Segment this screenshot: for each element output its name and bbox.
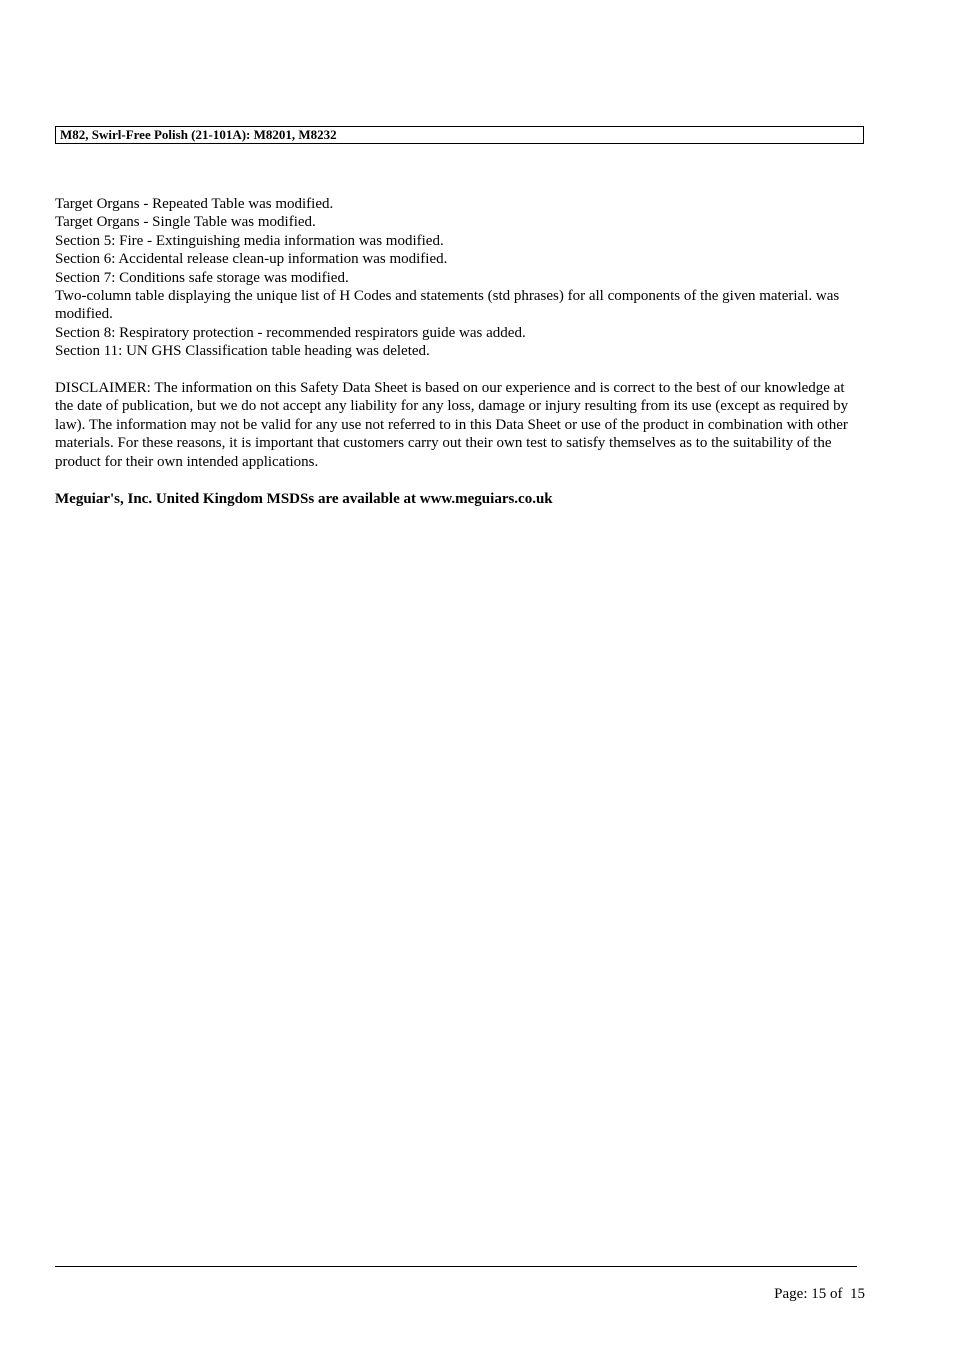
revision-change-item: Target Organs - Repeated Table was modified. bbox=[55, 196, 334, 212]
revision-change-item: Target Organs - Single Table was modified. bbox=[55, 214, 316, 231]
product-title: M82, Swirl-Free Polish (21-101A): M8201, M8232 bbox=[60, 127, 337, 142]
product-header-box bbox=[55, 126, 864, 144]
msds-availability-note: Meguiar's, Inc. United Kingdom MSDSs are available at www.meguiars.co.uk bbox=[55, 491, 553, 507]
revision-change-item: Two-column table displaying the unique list of H Codes and statements (std phrases) for all components of the given material. was modified. bbox=[55, 288, 840, 323]
revision-change-item: Section 11: UN GHS Classification table heading was deleted. bbox=[55, 343, 430, 360]
revision-change-item: Section 7: Conditions safe storage was modified. bbox=[55, 269, 349, 286]
revision-change-item: Section 5: Fire - Extinguishing media information was modified. bbox=[55, 232, 444, 249]
revision-change-item: Section 8: Respiratory protection - recommended respirators guide was added. bbox=[55, 324, 526, 341]
revision-change-item: Section 6: Accidental release clean-up information was modified. bbox=[55, 251, 448, 268]
disclaimer-paragraph: DISCLAIMER: The information on this Safety Data Sheet is based on our experience and is correct to the best of our knowledge at the date of publication, but we do not accept any liability for any loss, damage or injury resulting from its use (except as required by law). The information may not be valid for any use not referred to in this Data Sheet or use of the product in combination with other materials. For these reasons, it is important that customers carry out their own test to satisfy themselves as to the suitability of the product for their own intended applications. bbox=[55, 380, 849, 470]
revision-changes-list bbox=[55, 195, 855, 361]
footer-divider bbox=[55, 1266, 857, 1267]
page-number: Page: 15 of 15 bbox=[774, 1286, 865, 1302]
